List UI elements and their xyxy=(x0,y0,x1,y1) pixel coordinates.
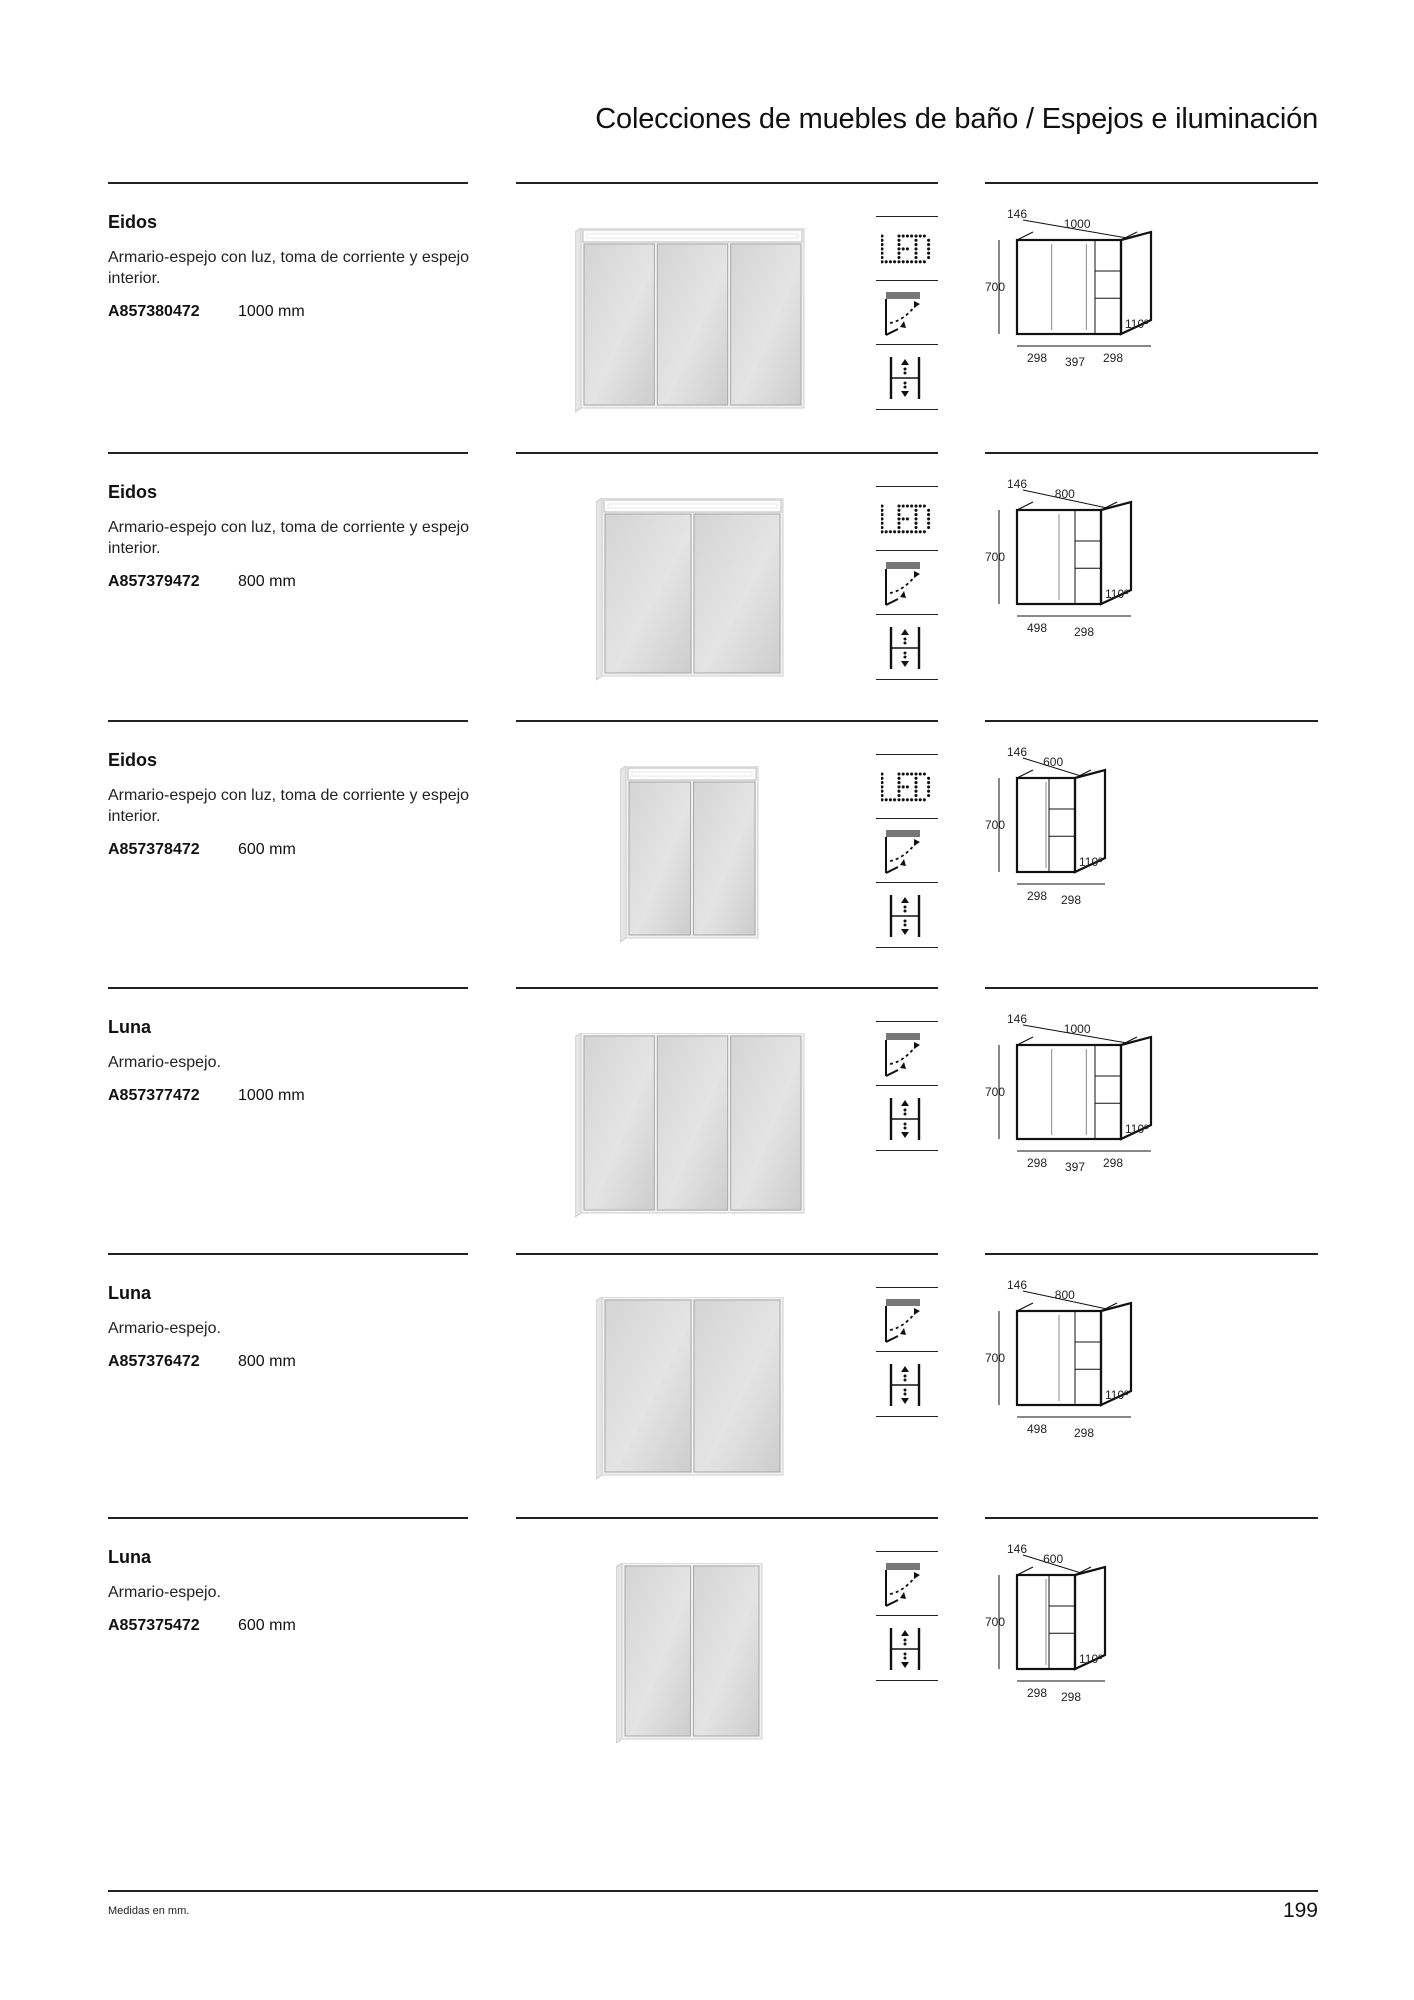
feature-icon-cell xyxy=(876,486,938,551)
height-label: 700 xyxy=(985,1615,1006,1629)
door-swing-icon xyxy=(881,557,933,609)
row-divider xyxy=(985,182,1318,184)
mirror-door xyxy=(629,782,691,935)
dimension-drawing xyxy=(985,470,1217,675)
row-divider xyxy=(516,1253,938,1255)
feature-icon-cell xyxy=(876,216,938,281)
product-size: 800 mm xyxy=(238,1353,296,1370)
row-divider xyxy=(985,720,1318,722)
dimension-drawing xyxy=(985,1271,1217,1476)
product-row xyxy=(0,1517,1414,1787)
feature-icon-cell xyxy=(876,614,938,680)
door-swing-icon xyxy=(881,825,933,877)
product-size: 1000 mm xyxy=(238,1087,305,1104)
depth-label: 146 xyxy=(1007,1278,1028,1292)
dimension-drawing xyxy=(985,738,1217,943)
cabinet-image xyxy=(596,1297,787,1490)
product-info xyxy=(108,1017,478,1105)
mirror-door xyxy=(694,1566,760,1736)
product-name: Eidos xyxy=(108,482,158,502)
feature-icon-cell xyxy=(876,818,938,883)
led-icon xyxy=(881,761,933,813)
row-divider xyxy=(108,1517,468,1519)
page-number: 199 xyxy=(1282,1899,1318,1922)
product-name: Eidos xyxy=(108,750,158,770)
row-divider xyxy=(516,720,938,722)
depth-label: 146 xyxy=(1007,1542,1028,1556)
width-label: 800 xyxy=(1054,1288,1075,1302)
row-divider xyxy=(108,987,468,989)
angle-label: 110º xyxy=(1105,1388,1129,1402)
mirror-door xyxy=(625,1566,691,1736)
footer-note: Medidas en mm. xyxy=(108,1905,190,1917)
height-label: 700 xyxy=(985,550,1006,564)
bottom-dimension-label: 298 xyxy=(1027,1156,1048,1170)
mirror-door xyxy=(731,244,801,405)
product-description: Armario-espejo. xyxy=(108,1054,221,1071)
product-info xyxy=(108,750,478,859)
product-code: A857376472 xyxy=(108,1353,200,1370)
product-description: Armario-espejo. xyxy=(108,1320,221,1337)
led-icon xyxy=(881,493,933,545)
height-adjust-icon xyxy=(881,1092,933,1144)
product-description: Armario-espejo con luz, toma de corriente y espejo interior. xyxy=(108,519,470,557)
feature-icon-cell xyxy=(876,1021,938,1086)
bottom-dimension-label: 498 xyxy=(1027,1422,1048,1436)
product-info xyxy=(108,482,478,591)
width-label: 1000 xyxy=(1063,1022,1091,1036)
product-info xyxy=(108,1547,478,1635)
angle-label: 110º xyxy=(1125,1122,1149,1136)
height-adjust-icon xyxy=(881,621,933,673)
product-description: Armario-espejo. xyxy=(108,1584,221,1601)
product-size: 800 mm xyxy=(238,573,296,590)
angle-label: 110º xyxy=(1105,587,1129,601)
product-name: Luna xyxy=(108,1017,151,1037)
door-swing-icon xyxy=(881,1028,933,1080)
feature-icon-cell xyxy=(876,280,938,345)
mirror-door xyxy=(657,244,727,405)
cabinet-image xyxy=(620,766,762,953)
mirror-door xyxy=(694,514,780,673)
row-divider xyxy=(985,1253,1318,1255)
bottom-dimension-label: 298 xyxy=(1103,351,1124,365)
page-title: Colecciones de muebles de baño / Espejos e iluminación xyxy=(595,103,1318,135)
height-label: 700 xyxy=(985,1351,1006,1365)
product-reference xyxy=(108,1087,478,1105)
product-row xyxy=(0,1253,1414,1523)
row-divider xyxy=(985,987,1318,989)
mirror-door xyxy=(694,782,756,935)
height-adjust-icon xyxy=(881,889,933,941)
product-name: Luna xyxy=(108,1547,151,1567)
row-divider xyxy=(516,452,938,454)
product-reference xyxy=(108,841,478,859)
product-info xyxy=(108,1283,478,1371)
feature-icon-cell xyxy=(876,754,938,819)
width-label: 600 xyxy=(1043,755,1064,769)
cabinet-image xyxy=(616,1563,766,1754)
bottom-dimension-label: 298 xyxy=(1027,889,1048,903)
row-divider xyxy=(516,182,938,184)
row-divider xyxy=(516,1517,938,1519)
height-adjust-icon xyxy=(881,351,933,403)
depth-label: 146 xyxy=(1007,745,1028,759)
bottom-dimension-label: 298 xyxy=(1074,625,1095,639)
product-code: A857375472 xyxy=(108,1617,200,1634)
product-code: A857379472 xyxy=(108,573,200,590)
mirror-door xyxy=(605,1300,691,1472)
height-label: 700 xyxy=(985,280,1006,294)
product-code: A857380472 xyxy=(108,303,200,320)
dimension-drawing xyxy=(985,200,1217,405)
product-name: Luna xyxy=(108,1283,151,1303)
door-swing-icon xyxy=(881,1294,933,1346)
bottom-dimension-label: 298 xyxy=(1061,1690,1082,1704)
product-name: Eidos xyxy=(108,212,158,232)
product-reference xyxy=(108,1353,478,1371)
bottom-dimension-label: 298 xyxy=(1027,1686,1048,1700)
depth-label: 146 xyxy=(1007,1012,1028,1026)
feature-icon-cell xyxy=(876,1085,938,1151)
row-divider xyxy=(516,987,938,989)
row-divider xyxy=(985,452,1318,454)
product-row xyxy=(0,987,1414,1257)
feature-icon-cell xyxy=(876,1351,938,1417)
product-code: A857378472 xyxy=(108,841,200,858)
height-label: 700 xyxy=(985,818,1006,832)
feature-icon-cell xyxy=(876,1615,938,1681)
bottom-dimension-label: 397 xyxy=(1065,355,1086,369)
row-divider xyxy=(108,452,468,454)
feature-icon-cell xyxy=(876,1551,938,1616)
feature-icon-cell xyxy=(876,344,938,410)
product-size: 1000 mm xyxy=(238,303,305,320)
cabinet-image xyxy=(575,228,808,423)
depth-label: 146 xyxy=(1007,477,1028,491)
product-code: A857377472 xyxy=(108,1087,200,1104)
mirror-door xyxy=(605,514,691,673)
height-label: 700 xyxy=(985,1085,1006,1099)
mirror-door xyxy=(694,1300,780,1472)
product-reference xyxy=(108,303,478,321)
product-description: Armario-espejo con luz, toma de corriente y espejo interior. xyxy=(108,787,470,825)
height-adjust-icon xyxy=(881,1358,933,1410)
depth-label: 146 xyxy=(1007,207,1028,221)
cabinet-image xyxy=(596,498,787,691)
width-label: 800 xyxy=(1054,487,1075,501)
bottom-dimension-label: 298 xyxy=(1061,893,1082,907)
feature-icon-cell xyxy=(876,550,938,615)
angle-label: 110º xyxy=(1125,317,1149,331)
row-divider xyxy=(108,1253,468,1255)
mirror-door xyxy=(584,244,654,405)
mirror-door xyxy=(731,1036,801,1210)
bottom-dimension-label: 397 xyxy=(1065,1160,1086,1174)
product-row xyxy=(0,452,1414,722)
feature-icon-cell xyxy=(876,882,938,948)
door-swing-icon xyxy=(881,1558,933,1610)
product-reference xyxy=(108,573,478,591)
angle-label: 110º xyxy=(1079,1652,1103,1666)
width-label: 600 xyxy=(1043,1552,1064,1566)
product-description: Armario-espejo con luz, toma de corriente y espejo interior. xyxy=(108,249,470,287)
product-reference xyxy=(108,1617,478,1635)
width-label: 1000 xyxy=(1063,217,1091,231)
cabinet-image xyxy=(575,1033,808,1228)
led-icon xyxy=(881,223,933,275)
product-info xyxy=(108,212,478,321)
dimension-drawing xyxy=(985,1005,1217,1210)
bottom-dimension-label: 298 xyxy=(1074,1426,1095,1440)
feature-icon-cell xyxy=(876,1287,938,1352)
row-divider xyxy=(108,720,468,722)
product-row xyxy=(0,182,1414,452)
product-row xyxy=(0,720,1414,990)
row-divider xyxy=(985,1517,1318,1519)
product-size: 600 mm xyxy=(238,1617,296,1634)
product-size: 600 mm xyxy=(238,841,296,858)
angle-label: 110º xyxy=(1079,855,1103,869)
door-swing-icon xyxy=(881,287,933,339)
bottom-dimension-label: 498 xyxy=(1027,621,1048,635)
dimension-drawing xyxy=(985,1535,1217,1740)
bottom-dimension-label: 298 xyxy=(1027,351,1048,365)
row-divider xyxy=(108,182,468,184)
mirror-door xyxy=(584,1036,654,1210)
mirror-door xyxy=(657,1036,727,1210)
height-adjust-icon xyxy=(881,1622,933,1674)
footer-divider xyxy=(108,1890,1318,1892)
bottom-dimension-label: 298 xyxy=(1103,1156,1124,1170)
